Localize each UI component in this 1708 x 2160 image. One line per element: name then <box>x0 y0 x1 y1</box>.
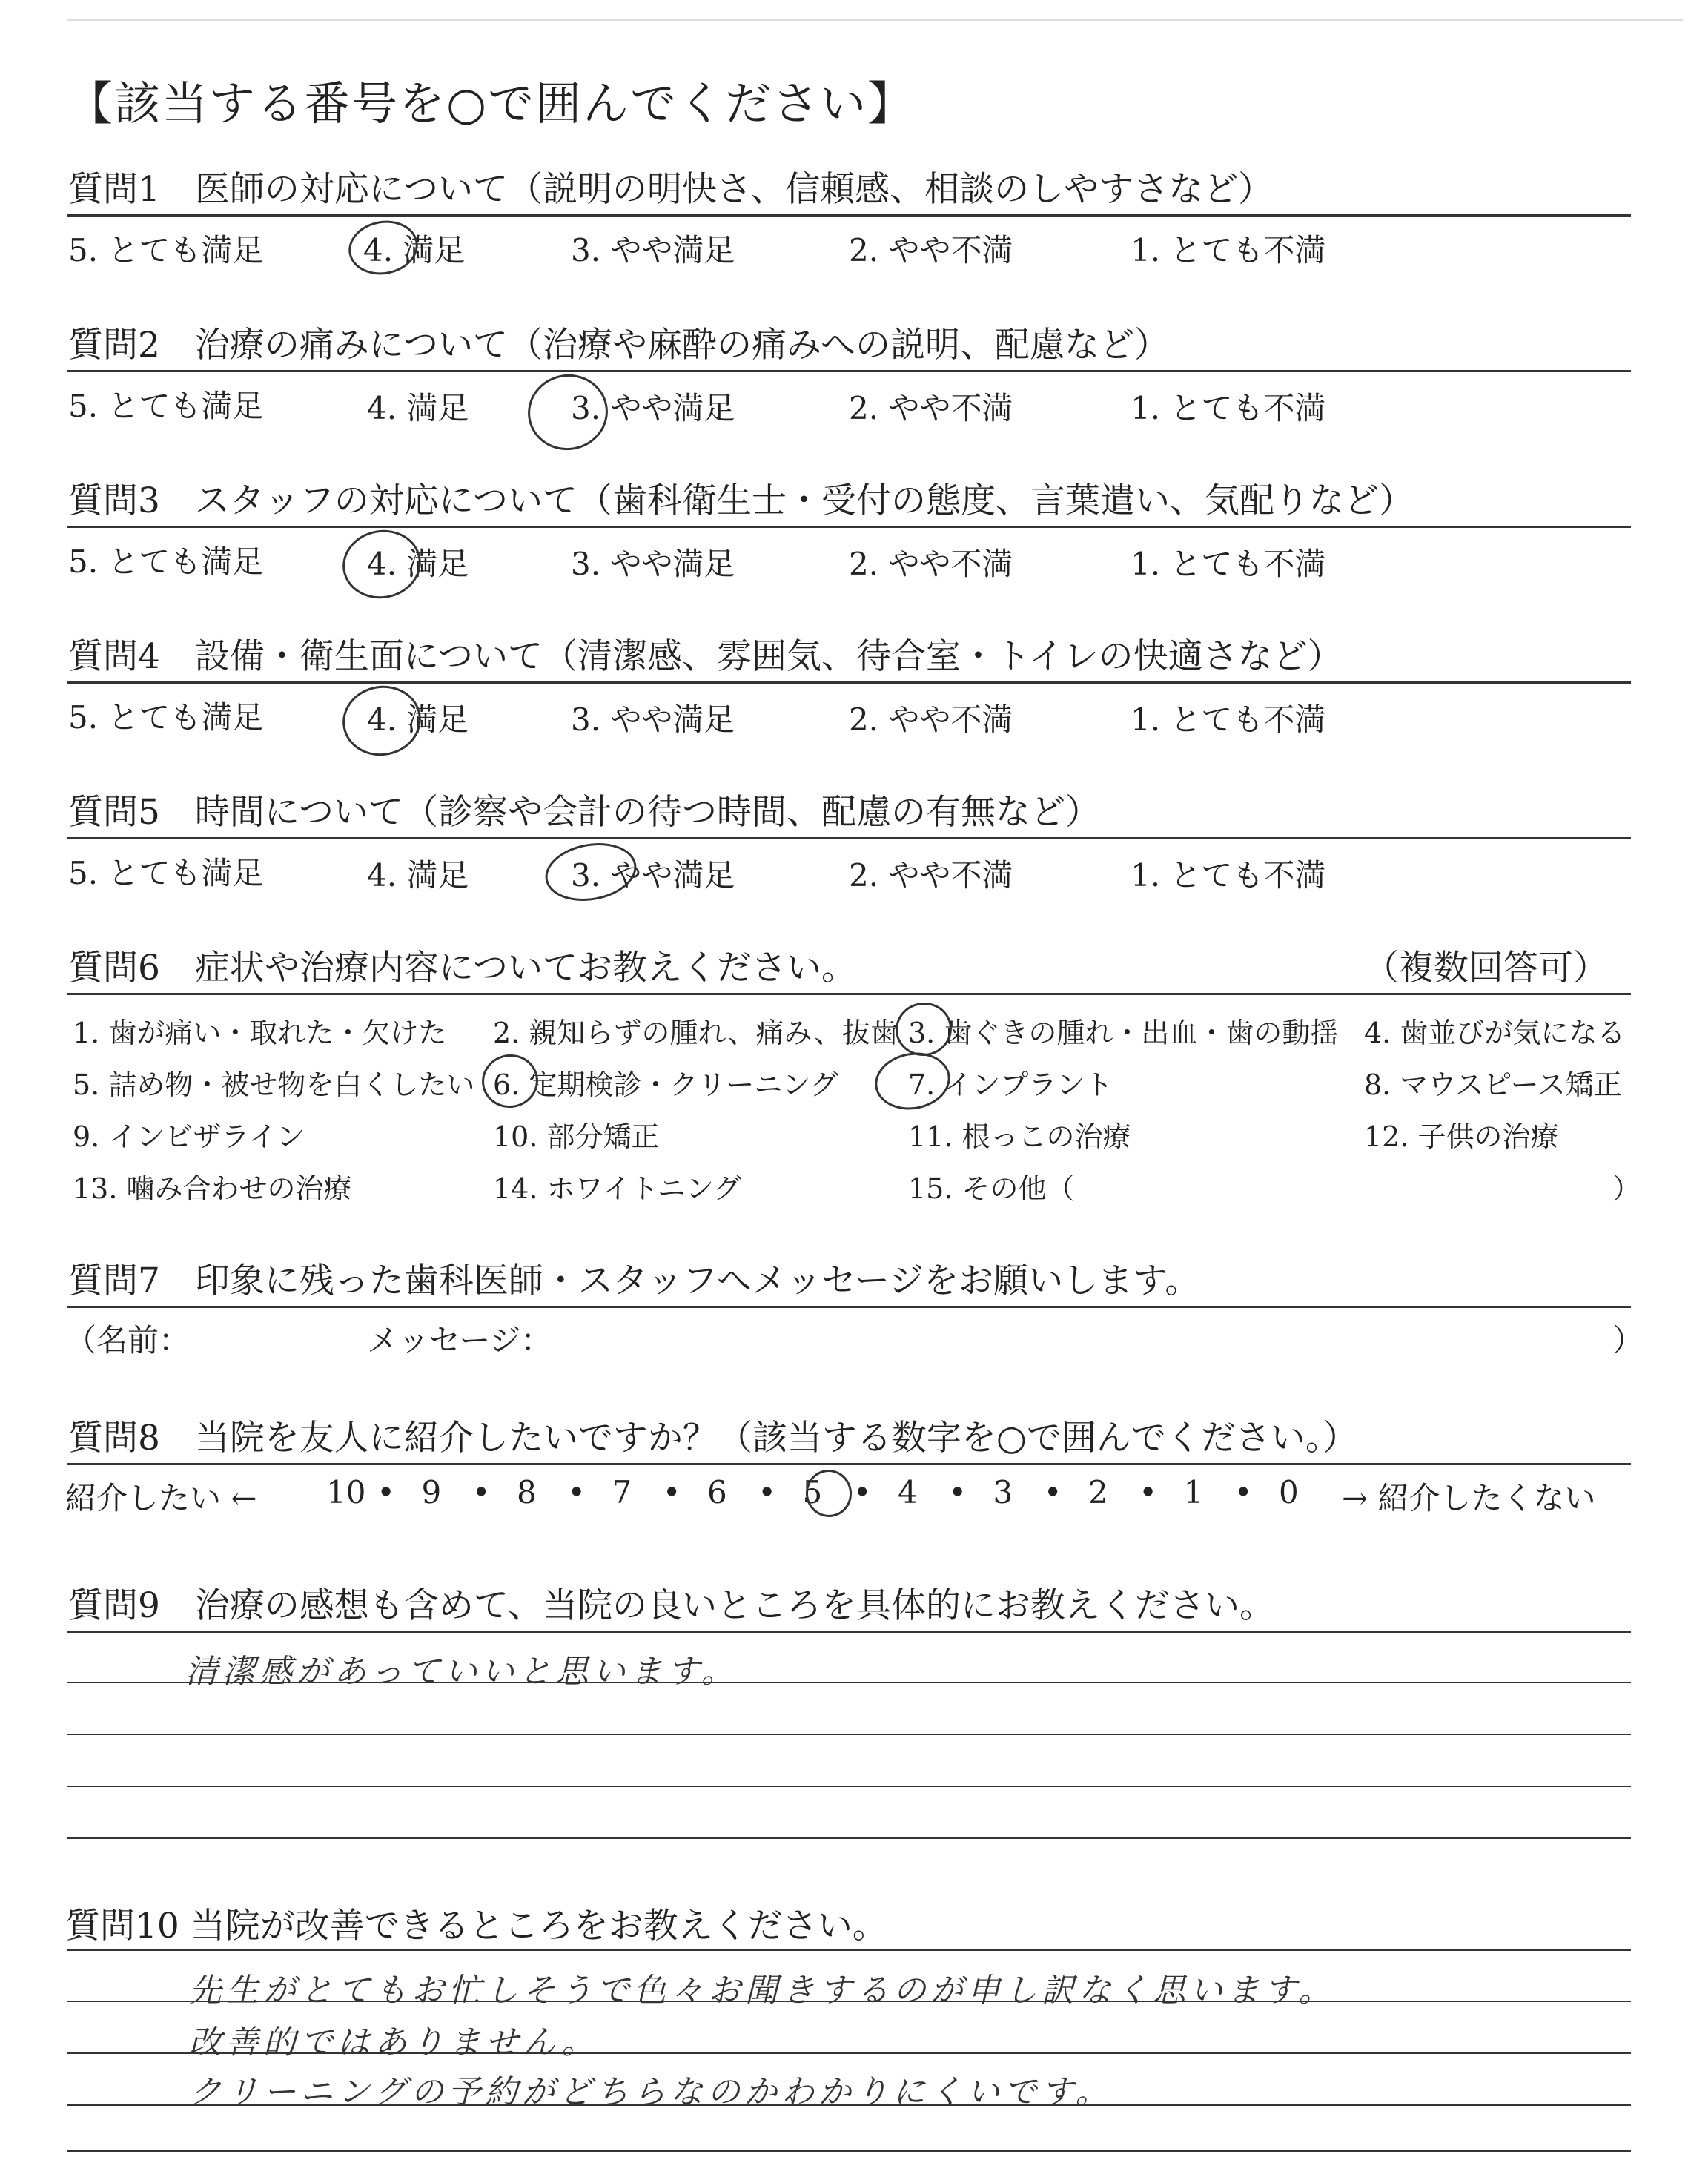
q6-selection-circle-7 <box>870 1047 955 1116</box>
q8-scale-value-1[interactable]: 1 <box>1183 1474 1204 1510</box>
q8-scale-separator: • <box>758 1474 777 1510</box>
q5-selection-circle <box>540 836 640 908</box>
q9-title: 質問9 治療の感想も含めて、当院の良いところを具体的にお教えください。 <box>68 1585 1274 1626</box>
q2-rule <box>67 370 1631 372</box>
q10-handwritten-line-1: 先生がとてもお忙しそうで色々お聞きするのが申し訳なく思います。 <box>189 1972 1336 2009</box>
q6-other-close: ） <box>1612 1172 1641 1205</box>
q5-option-5[interactable]: 5. とても満足 <box>68 855 264 891</box>
q6-selection-circle-3 <box>891 998 956 1060</box>
q7-message-label: メッセージ： <box>367 1322 552 1358</box>
q6-option-11[interactable]: 11. 根っこの治療 <box>908 1120 1131 1153</box>
q8-title: 質問8 当院を友人に紹介したいですか？（該当する数字を○で囲んでください。） <box>68 1418 1358 1459</box>
q5-option-1[interactable]: 1. とても不満 <box>1131 857 1326 894</box>
q2-option-5[interactable]: 5. とても満足 <box>68 388 264 424</box>
q2-selection-circle <box>522 368 614 456</box>
q6-option-7[interactable]: 7. インプラント <box>908 1069 1113 1101</box>
q7-name-label: （名前： <box>65 1322 191 1358</box>
q9-handwritten-answer: 清潔感があっていいと思います。 <box>185 1653 739 1691</box>
q8-scale-value-0[interactable]: 0 <box>1279 1474 1299 1510</box>
q9-rule-0 <box>67 1631 1631 1633</box>
q7-close-paren: ） <box>1612 1322 1644 1358</box>
q1-option-2[interactable]: 2. やや不満 <box>849 232 1013 268</box>
q6-option-3[interactable]: 3. 歯ぐきの腫れ・出血・歯の動揺 <box>908 1017 1339 1049</box>
q8-scale-separator: • <box>948 1474 967 1510</box>
q4-rule <box>67 681 1631 684</box>
q8-left-label: 紹介したい ← <box>65 1480 257 1516</box>
q2-option-4[interactable]: 4. 満足 <box>367 390 469 426</box>
q6-option-10[interactable]: 10. 部分矯正 <box>493 1120 660 1153</box>
q5-rule <box>67 837 1631 839</box>
top-border <box>67 19 1683 21</box>
q3-option-4[interactable]: 4. 満足 <box>367 546 469 582</box>
q5-title: 質問5 時間について（診察や会計の待つ時間、配慮の有無など） <box>68 792 1100 833</box>
q8-scale-value-7[interactable]: 7 <box>612 1474 632 1510</box>
q1-option-3[interactable]: 3. やや満足 <box>571 232 735 268</box>
q6-option-8[interactable]: 8. マウスピース矯正 <box>1364 1069 1622 1101</box>
q9-rule-2 <box>67 1734 1631 1735</box>
q4-option-4[interactable]: 4. 満足 <box>367 701 469 738</box>
q8-scale-separator: • <box>377 1474 396 1510</box>
q6-option-14[interactable]: 14. ホワイトニング <box>493 1172 742 1205</box>
q8-scale-separator: • <box>853 1474 872 1510</box>
q6-title: 質問6 症状や治療内容についてお教えください。 <box>68 948 856 988</box>
q6-option-5[interactable]: 5. 詰め物・被せ物を白くしたい <box>73 1069 475 1101</box>
q7-title: 質問7 印象に残った歯科医師・スタッフへメッセージをお願いします。 <box>68 1261 1200 1301</box>
q6-option-4[interactable]: 4. 歯並びが気になる <box>1364 1017 1626 1049</box>
q3-option-1[interactable]: 1. とても不満 <box>1131 546 1326 582</box>
q8-scale-separator: • <box>567 1474 586 1510</box>
q7-rule <box>67 1306 1631 1308</box>
q4-option-5[interactable]: 5. とても満足 <box>68 699 264 736</box>
q2-title: 質問2 治療の痛みについて（治療や麻酔の痛みへの説明、配慮など） <box>68 325 1170 366</box>
q5-option-4[interactable]: 4. 満足 <box>367 857 469 894</box>
q3-option-2[interactable]: 2. やや不満 <box>849 546 1013 582</box>
q2-option-1[interactable]: 1. とても不満 <box>1131 390 1326 426</box>
q1-rule <box>67 214 1631 217</box>
q8-scale-separator: • <box>662 1474 681 1510</box>
q1-option-4[interactable]: 4. 満足 <box>363 232 466 268</box>
q6-multiple-note: （複数回答可） <box>1364 948 1608 988</box>
q5-option-3[interactable]: 3. やや満足 <box>571 857 735 894</box>
q8-right-label: → 紹介したくない <box>1342 1480 1596 1516</box>
q8-scale-value-8[interactable]: 8 <box>517 1474 537 1510</box>
q3-rule <box>67 526 1631 528</box>
q6-option-9[interactable]: 9. インビザライン <box>73 1120 305 1153</box>
q6-selection-circle-6 <box>477 1050 542 1112</box>
q10-handwritten-line-3: クリーニングの予約がどちらなのかわかりにくいです。 <box>189 2073 1113 2111</box>
q4-option-1[interactable]: 1. とても不満 <box>1131 701 1326 738</box>
q1-option-1[interactable]: 1. とても不満 <box>1131 232 1326 268</box>
q6-option-13[interactable]: 13. 噛み合わせの治療 <box>73 1172 352 1205</box>
q3-option-3[interactable]: 3. やや満足 <box>571 546 735 582</box>
q6-option-12[interactable]: 12. 子供の治療 <box>1364 1120 1559 1153</box>
q8-scale-value-9[interactable]: 9 <box>421 1474 442 1510</box>
q1-option-5[interactable]: 5. とても満足 <box>68 232 264 268</box>
q1-title: 質問1 医師の対応について（説明の明快さ、信頼感、相談のしやすさなど） <box>68 169 1274 210</box>
q9-rule-3 <box>67 1786 1631 1787</box>
q4-selection-circle <box>337 680 427 762</box>
q8-scale-value-5[interactable]: 5 <box>802 1474 823 1510</box>
q4-option-2[interactable]: 2. やや不満 <box>849 701 1013 738</box>
q8-scale-separator: • <box>1234 1474 1253 1510</box>
q2-option-2[interactable]: 2. やや不満 <box>849 390 1013 426</box>
q8-scale-value-6[interactable]: 6 <box>707 1474 727 1510</box>
q6-option-15[interactable]: 15. その他（ <box>908 1172 1075 1205</box>
q6-option-6[interactable]: 6. 定期検診・クリーニング <box>493 1069 838 1101</box>
q8-scale-separator: • <box>1043 1474 1062 1510</box>
q8-scale-separator: • <box>471 1474 491 1510</box>
q4-option-3[interactable]: 3. やや満足 <box>571 701 735 738</box>
q3-option-5[interactable]: 5. とても満足 <box>68 544 264 580</box>
q2-option-3[interactable]: 3. やや満足 <box>571 390 735 426</box>
q9-rule-4 <box>67 1837 1631 1839</box>
q3-selection-circle <box>337 524 426 604</box>
q8-scale-value-10[interactable]: 10 <box>326 1474 366 1510</box>
q3-title: 質問3 スタッフの対応について（歯科衛生士・受付の態度、言葉遣い、気配りなど） <box>68 480 1414 521</box>
q6-option-2[interactable]: 2. 親知らずの腫れ、痛み、抜歯 <box>493 1017 898 1049</box>
q8-scale-value-2[interactable]: 2 <box>1088 1474 1108 1510</box>
q4-title: 質問4 設備・衛生面について（清潔感、雰囲気、待合室・トイレの快適さなど） <box>68 636 1343 677</box>
page-header: 【該当する番号を○で囲んでください】 <box>67 76 916 131</box>
q10-rule-4 <box>67 2150 1631 2152</box>
q10-rule-0 <box>67 1949 1631 1951</box>
q10-title: 質問10 当院が改善できるところをお教えください。 <box>65 1906 887 1946</box>
q6-rule <box>67 993 1631 995</box>
q5-option-2[interactable]: 2. やや不満 <box>849 857 1013 894</box>
q8-scale-value-3[interactable]: 3 <box>993 1474 1013 1510</box>
q10-handwritten-line-2: 改善的ではありません。 <box>189 2024 599 2061</box>
q8-scale-value-4[interactable]: 4 <box>898 1474 918 1510</box>
q8-rule <box>67 1463 1631 1465</box>
q8-scale-separator: • <box>1139 1474 1158 1510</box>
q6-option-1[interactable]: 1. 歯が痛い・取れた・欠けた <box>73 1017 447 1049</box>
